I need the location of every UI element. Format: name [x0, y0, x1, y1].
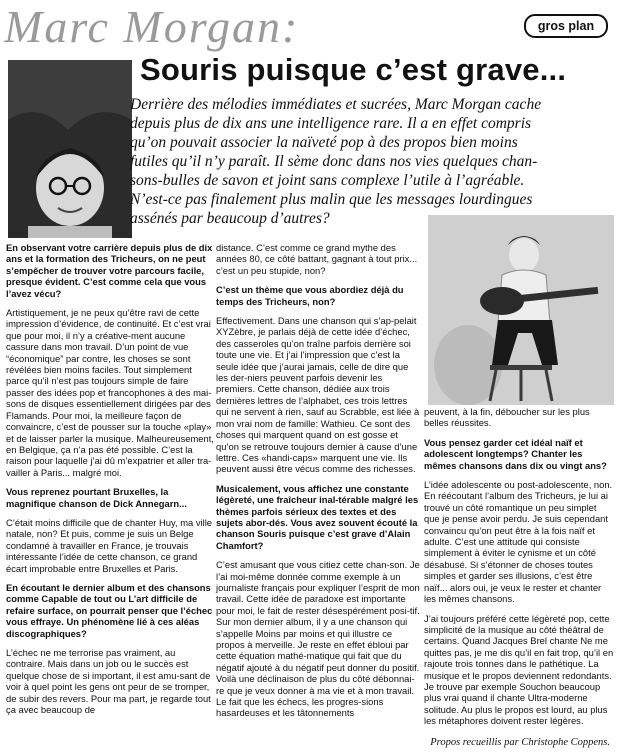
answer: C’est amusant que vous citiez cette chan-son. Je l’ai moi-même donnée comme exemple à un journaliste français pour expliquer l’esprit de mon travail. Cette idée de paradoxe est importante pour moi, le fait de rester désespérément posi-tif. Sur mon dernier album, il y a une chanson qui s’appelle Moins par moins et qui illustre ce propos à merveille. Je reste en effet ébloui par cette équation mathé-matique qui fait que du négatif ajouté à du négatif peut donner du positif. Voilà une déclinaison de plus du côté débonnai-re que je veux donner à ma vie et à mon travail. Le fait que les échecs, les progres-sions hasardeuses et les tâtonnements — [216, 559, 420, 719]
portrait-photo — [8, 60, 132, 238]
intro-line: futiles qu’il n’y paraît. Il sème donc dans nos vies quelques chan- — [130, 153, 538, 170]
intro-line: Derrière des mélodies immédiates et sucrées, Marc Morgan cache — [130, 96, 542, 113]
question: En écoutant le dernier album et des chansons comme Capable de tout ou L’art difficile de refaire surface, on pourrait penser que l’échec vous effraye. Un phénomène lié à ces aléas discographiques? — [6, 581, 213, 639]
artist-name-title: Marc Morgan: — [4, 1, 300, 52]
answer: L’idée adolescente ou post-adolescente, non. En réécoutant l’album des Tricheurs, je lui ai trouvé un côté romantique un peu simplet que je pense avoir perdu. Je suis cependant convaincu qu’on peut être à la fois naïf et adulte. C’est une attitude qui consiste simplement à éviter le cynisme et un côté désabusé. Si s’étonner de choses toutes simples et garder ses illusions, c’est être naïf... alors oui, je veux le rester et chanter les mêmes chansons. — [424, 479, 613, 605]
answer: J’ai toujours préféré cette légèreté pop, cette simplicité de la musique au côté théâtral de certains. Quand Jacques Brel chante Ne me quittes pas, je me dis qu’il en fait trop, qu’il en rajoute trois tonnes dans le pathétique. La musique et le propos deviennent redondants. Je trouve par exemple Souchon beaucoup plus vrai quand il chante Ultra-moderne solitude. Au plus le propos est lourd, au plus les métaphores doivent rester légères. — [424, 612, 614, 727]
intro-line: assénés par beaucoup d’autres? — [130, 210, 330, 227]
answer: Artistiquement, je ne peux qu’être ravi de cette impression d’évidence, de continuité. Et c’est vrai que pour moi, il n’y a créative-ment aucune cassure dans mon travail. D’un point de vue “économique” par contre, les choses se sont révélées bien moins faciles. Tout simplement parce qu’il n’est pas toujours simple de faire passer des idées pop et francophones à des mai-sons de disques essentiellement dirigées par des Flamands. Pour moi, la meilleure façon de convaincre, c’est de pousser sur la touche «play» et de laisser parler la musique. Malheureusement, en Belgique, ça n’a pas été possible. C’est la raison pour laquelle j’ai dû m’expatrier et aller tra-vailler à Paris... malgré moi. — [6, 307, 214, 478]
intro-line: qu’on pouvait associer la naïveté pop à des propos bien moins — [130, 134, 518, 151]
question: En observant votre carrière depuis plus de dix ans et la formation des Tricheurs, on ne peut s’empêcher de trouver votre parcours facile, presque évident. C’est comme cela que vous l’avez vécu? — [6, 242, 213, 299]
question: Musicalement, vous affichez une constante légèreté, une fraîcheur inal-térable malgré les thèmes parfois sérieux des textes et des sujets abor-dés. Vous avez souvent écouté la chanson Souris puisque c’est grave d’Alain Chamfort? — [216, 482, 419, 551]
answer: peuvent, à la fin, déboucher sur les plus belles réussites. — [424, 406, 590, 429]
section-badge: gros plan — [524, 14, 608, 38]
article-column-1 — [6, 242, 214, 723]
question: C’est un thème que vous abordiez déjà du temps des Tricheurs, non? — [216, 284, 404, 307]
intro-line: depuis plus de dix ans une intelligence rare. Il a en effet compris — [130, 115, 532, 132]
answer: L’échec ne me terrorise pas vraiment, au contraire. Mais dans un job ou le succès est quelque chose de si important, il est amu-sant de voir à quel point les gens ont peur de se tromper, de subir des revers. Pour ma part, je regarde tout ça avec beaucoup de — [6, 647, 211, 716]
answer: C’était moins difficile que de chanter Huy, ma ville natale, non? Et puis, comme je suis un Belge condamné à travailler en France, je trouvais intéressante l’idée de cette chanson, ce grand écart improbable entre Bruxelles et Paris. — [6, 516, 212, 574]
article-headline: Souris puisque c’est grave... — [140, 52, 567, 87]
guitarist-photo — [428, 215, 614, 405]
article-column-3 — [424, 406, 614, 735]
intro-line: sons-bulles de savon et joint sans complexe l’utile à l’agréable. — [130, 172, 525, 189]
question: Vous reprenez pourtant Bruxelles, la magnifique chanson de Dick Annegarn... — [6, 486, 187, 509]
article-column-2 — [216, 242, 422, 727]
intro-paragraph — [130, 95, 615, 228]
question: Vous pensez garder cet idéal naïf et adolescent longtemps? Chanter les mêmes chansons dans dix ou vingt ans? — [424, 436, 607, 471]
interview-credit: Propos recueillis par Christophe Coppens. — [430, 737, 610, 748]
answer: Effectivement. Dans une chanson qui s’ap-pelait XYZèbre, je parlais déjà de cette idée d’échec, des casseroles qu’on traîne parfois derrière soi toute une vie. Et j’ai l’impression que c’est la seule idée que j’aurai jamais, celle de dire que les der-niers peuvent parfois devenir les premiers. Cette chanson, dédiée aux trois dernières lettres de l’alphabet, ces trois lettres qui ne servent à rien, sauf au Scrabble, est liée à mon vrai nom de famille: Wathieu. Ce sont des choses qui marquent quand on est gosse et qu’on se retrouve toujours dernier à cause d’une lettre. Ces «handi-caps» marquent une vie. Ils peuvent aussi être vécus comme des richesses. — [216, 315, 420, 475]
intro-line: N’est-ce pas finalement plus malin que les messages lourdingues — [130, 191, 533, 208]
answer: distance. C’est comme ce grand mythe des années 80, ce côté battant, gagnant à tout prix... c’est un peu stupide, non? — [216, 242, 418, 276]
